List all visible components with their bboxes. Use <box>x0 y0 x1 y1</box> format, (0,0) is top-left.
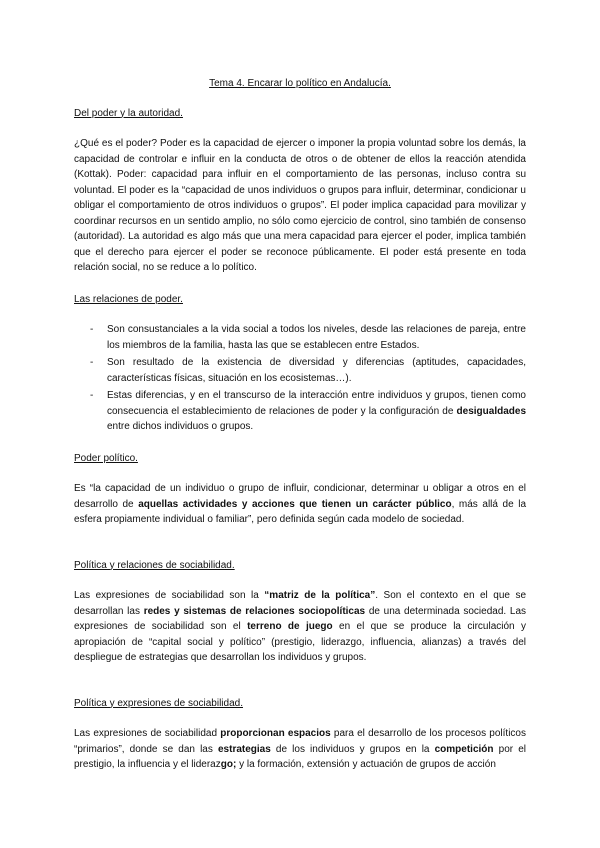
paragraph-politica-relaciones: Las expresiones de sociabilidad son la “matriz de la política”. Son el contexto en el que se desarrollan las redes y sistemas de relaciones sociopolíticas de una determinada sociedad. Las expresiones de sociabilidad son el terreno de juego en el que se produce la circulación y apropiación de “capital social y político” (prestigio, liderazgo, influencia, alianzas) a través del despliegue de estrategias que desarrollan los individuos y grupos. <box>74 590 527 663</box>
list-relaciones-poder <box>74 322 526 435</box>
heading-poder-politico: Poder político. <box>74 452 138 464</box>
list-item: - Son resultado de la existencia de diversidad y diferencias (aptitudes, capacidades, características físicas, situación en los ecosistemas…). <box>90 357 526 384</box>
heading-politica-relaciones: Política y relaciones de sociabilidad. <box>74 559 235 571</box>
list-item: - Son consustanciales a la vida social a todos los niveles, desde las relaciones de pareja, entre los miembros de la familia, hasta las que se establecen entre Estados. <box>90 324 526 351</box>
dash-bullet: - <box>90 324 94 335</box>
heading-relaciones-poder: Las relaciones de poder. <box>74 293 183 305</box>
dash-bullet: - <box>90 357 94 368</box>
paragraph-poder-autoridad: ¿Qué es el poder? Poder es la capacidad de ejercer o imponer la propia voluntad sobre los demás, la capacidad de controlar e influir en la conducta de otros o de obtener de ellos la reacción atendida (Kottak). Poder: capacidad para influir en el comportamiento de las personas, incluso contra su voluntad. El poder es la “capacidad de unos individuos o grupos para influir, determinar, condicionar u obligar el comportamiento de otros individuos o grupos”. El poder implica capacidad para movilizar y coordinar recursos en un sentido amplio, no sólo como ejercicio de control, sino también de consenso (autoridad). La autoridad es algo más que una mera capacidad para ejercer el poder, implica también que el derecho para ejercer el poder se reconoce públicamente. El poder está presente en toda relación social, no se reduce a lo político. <box>74 138 526 273</box>
document-title: Tema 4. Encarar lo político en Andalucía. <box>209 78 391 89</box>
paragraph-poder-politico: Es “la capacidad de un individuo o grupo de influir, condicionar, determinar u obligar a otros en el desarrollo de aquellas actividades y acciones que tienen un carácter público, más allá de la esfera propiamente individual o familiar”, pero definida según cada modelo de sociedad. <box>74 483 527 525</box>
list-item: - Estas diferencias, y en el transcurso de la interacción entre individuos y grupos, tienen como consecuencia el establecimiento de relaciones de poder y la configuración de desigualdades entre dichos individuos o grupos. <box>90 390 526 432</box>
heading-poder-autoridad: Del poder y la autoridad. <box>74 107 183 119</box>
dash-bullet: - <box>90 390 94 401</box>
heading-politica-expresiones: Política y expresiones de sociabilidad. <box>74 697 243 709</box>
paragraph-politica-expresiones: Las expresiones de sociabilidad proporcionan espacios para el desarrollo de los procesos políticos “primarios”, donde se dan las estrategias de los individuos y grupos en la competición por el prestigio, la influencia y el liderazgo; y la formación, extensión y actuación de grupos de acción <box>74 728 526 770</box>
